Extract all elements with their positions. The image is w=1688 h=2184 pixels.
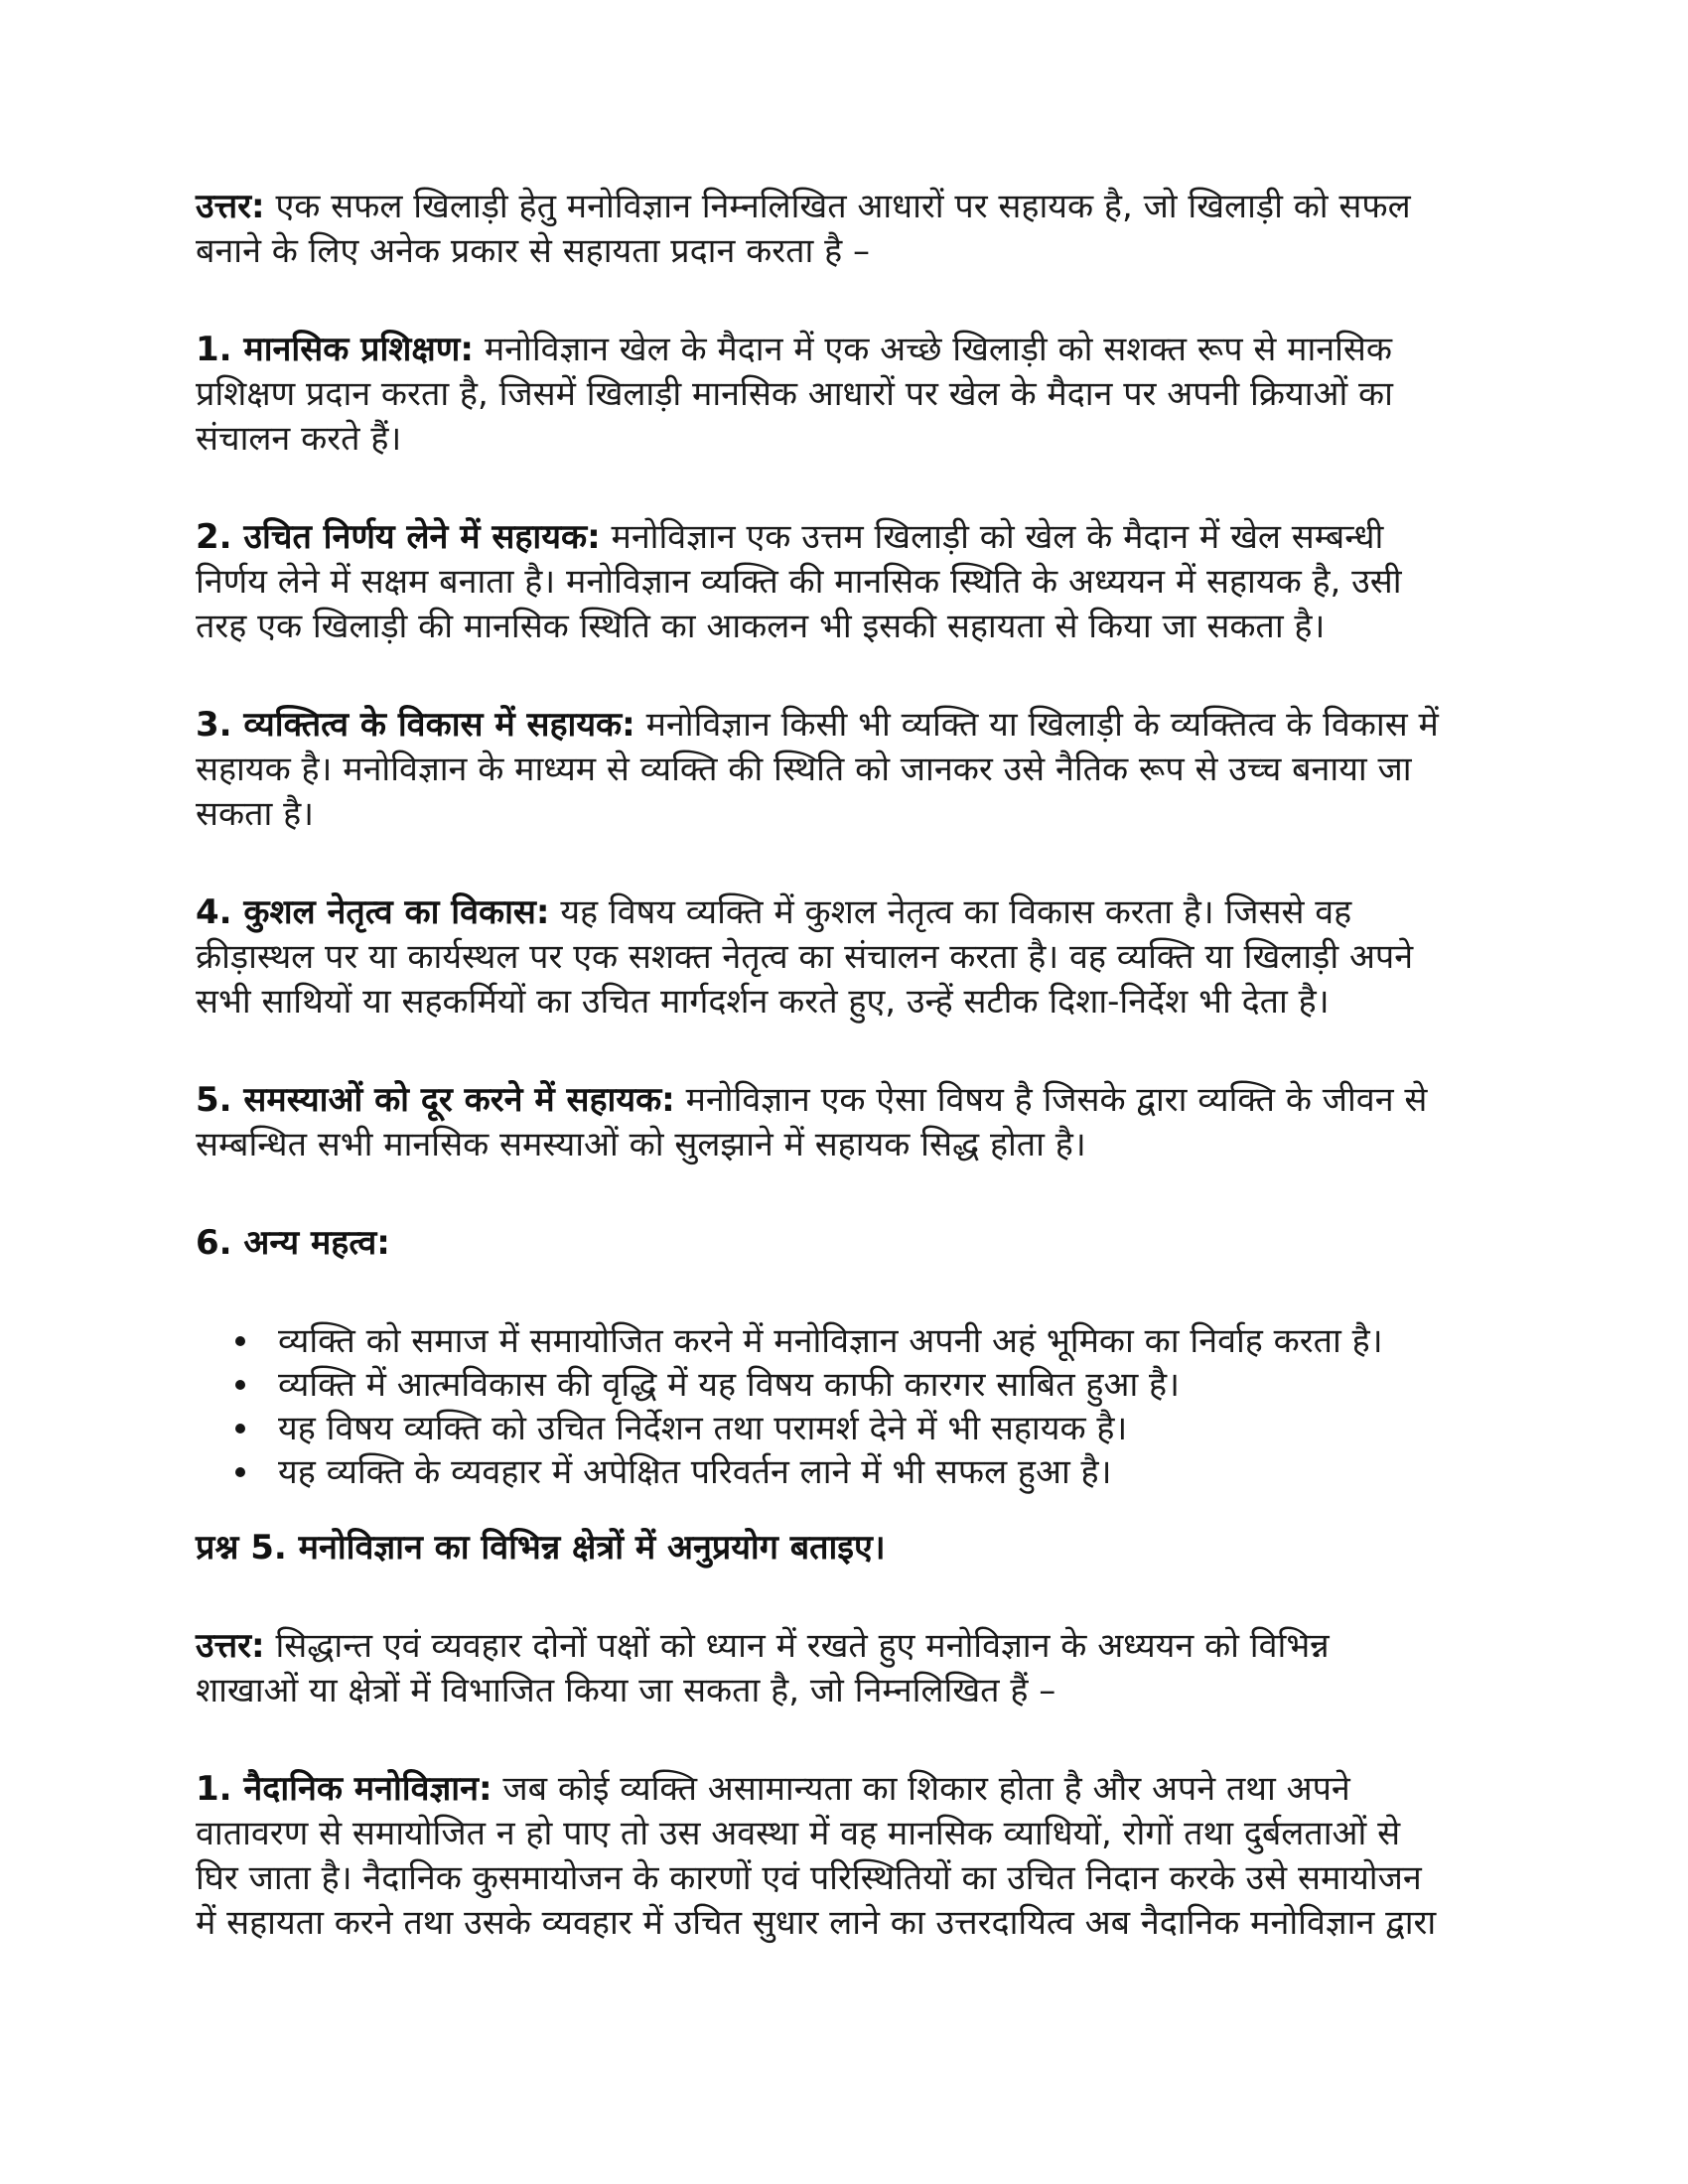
- point-4-label: 4. कुशल नेतृत्व का विकास:: [196, 892, 550, 932]
- clinical-psychology-paragraph: [196, 1767, 1442, 1946]
- document-body: [196, 185, 1442, 1946]
- answer-5-intro-text: सिद्धान्त एवं व्यवहार दोनों पक्षों को ध्यान में रखते हुए मनोविज्ञान के अध्ययन को विभिन्न शाखाओं या क्षेत्रों में विभाजित किया जा सकता है, जो निम्नलिखित हैं –: [196, 1626, 1330, 1710]
- list-item: [196, 1319, 1442, 1363]
- other-importance-list: [196, 1319, 1442, 1494]
- list-item-text: व्यक्ति में आत्मविकास की वृद्धि में यह विषय काफी कारगर साबित हुआ है।: [278, 1365, 1180, 1405]
- point-5-text: मनोविज्ञान एक ऐसा विषय है जिसके द्वारा व्यक्ति के जीवन से सम्बन्धित सभी मानसिक समस्याओं को सुलझाने में सहायक सिद्ध होता है।: [196, 1080, 1428, 1164]
- point-3-personality-development: [196, 703, 1442, 837]
- point-1-text: मनोविज्ञान खेल के मैदान में एक अच्छे खिलाड़ी को सशक्त रूप से मानसिक प्रशिक्षण प्रदान करता है, जिसमें खिलाड़ी मानसिक आधारों पर खेल के मैदान पर अपनी क्रियाओं का संचालन करते हैं।: [196, 330, 1393, 459]
- point-1-mental-training: [196, 328, 1442, 462]
- other-importance-heading: 6. अन्य महत्व:: [196, 1223, 390, 1263]
- list-item: [196, 1407, 1442, 1450]
- answer-5-label: उत्तर:: [196, 1626, 265, 1666]
- clinical-psychology-text: जब कोई व्यक्ति असामान्यता का शिकार होता है और अपने तथा अपने वातावरण से समायोजित न हो पाए तो उस अवस्था में वह मानसिक व्याधियों, रोगों तथा दुर्बलताओं से घिर जाता है। नैदानिक कुसमायोजन के कारणों एवं परिस्थितियों का उचित निदान करके उसे समायोजन में सहायता करने तथा उसके व्यवहार में उचित सुधार लाने का उत्तरदायित्व अब नैदानिक मनोविज्ञान द्वारा: [196, 1769, 1437, 1943]
- point-2-text: मनोविज्ञान एक उत्तम खिलाड़ी को खेल के मैदान में खेल सम्बन्धी निर्णय लेने में सक्षम बनाता है। मनोविज्ञान व्यक्ति की मानसिक स्थिति के अध्ययन में सहायक है, उसी तरह एक खिलाड़ी की मानसिक स्थिति का आकलन भी इसकी सहायता से किया जा सकता है।: [196, 517, 1402, 646]
- point-1-label: 1. मानसिक प्रशिक्षण:: [196, 330, 474, 369]
- answer-5-intro-paragraph: [196, 1624, 1442, 1713]
- point-4-leadership-development: [196, 890, 1442, 1024]
- point-3-text: मनोविज्ञान किसी भी व्यक्ति या खिलाड़ी के व्यक्तित्व के विकास में सहायक है। मनोविज्ञान के माध्यम से व्यक्ति की स्थिति को जानकर उसे नैतिक रूप से उच्च बनाया जा सकता है।: [196, 705, 1439, 834]
- bullet-icon: [235, 1336, 245, 1346]
- list-item: [196, 1363, 1442, 1407]
- list-item-text: यह व्यक्ति के व्यवहार में अपेक्षित परिवर्तन लाने में भी सफल हुआ है।: [278, 1452, 1112, 1492]
- question-5-heading: प्रश्न 5. मनोविज्ञान का विभिन्न क्षेत्रों में अनुप्रयोग बताइए।: [196, 1528, 886, 1568]
- clinical-psychology-label: 1. नैदानिक मनोविज्ञान:: [196, 1769, 492, 1809]
- bullet-icon: [235, 1467, 245, 1477]
- point-2-label: 2. उचित निर्णय लेने में सहायक:: [196, 517, 601, 557]
- point-4-text: यह विषय व्यक्ति में कुशल नेतृत्व का विकास करता है। जिससे वह क्रीड़ास्थल पर या कार्यस्थल पर एक सशक्त नेतृत्व का संचालन करता है। वह व्यक्ति या खिलाड़ी अपने सभी साथियों या सहकर्मियों का उचित मार्गदर्शन करते हुए, उन्हें सटीक दिशा-निर्देश भी देता है।: [196, 892, 1414, 1022]
- list-item-text: व्यक्ति को समाज में समायोजित करने में मनोविज्ञान अपनी अहं भूमिका का निर्वाह करता है।: [278, 1321, 1383, 1361]
- answer-4-intro-text: एक सफल खिलाड़ी हेतु मनोविज्ञान निम्नलिखित आधारों पर सहायक है, जो खिलाड़ी को सफल बनाने के लिए अनेक प्रकार से सहायता प्रदान करता है –: [196, 187, 1411, 271]
- bullet-icon: [235, 1380, 245, 1390]
- point-2-decision-making: [196, 515, 1442, 649]
- answer-4-label: उत्तर:: [196, 187, 265, 226]
- list-item-text: यह विषय व्यक्ति को उचित निर्देशन तथा परामर्श देने में भी सहायक है।: [278, 1409, 1128, 1448]
- answer-4-intro-paragraph: [196, 185, 1442, 274]
- bullet-icon: [235, 1424, 245, 1433]
- point-3-label: 3. व्यक्तित्व के विकास में सहायक:: [196, 705, 635, 745]
- list-item: [196, 1450, 1442, 1494]
- point-5-problem-solving: [196, 1078, 1442, 1167]
- point-5-label: 5. समस्याओं को दूर करने में सहायक:: [196, 1080, 675, 1120]
